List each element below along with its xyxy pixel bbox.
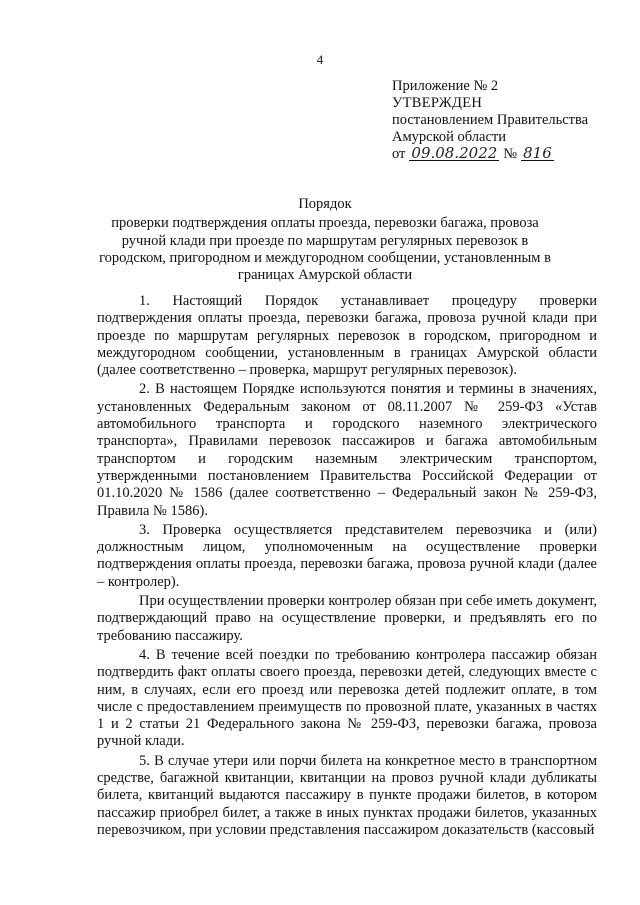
from-label: от — [392, 146, 406, 162]
number-label: № — [503, 146, 518, 162]
approved-by-line: постановлением Правительства — [392, 112, 589, 128]
appendix-number: Приложение № 2 — [392, 78, 499, 94]
region-line: Амурской области — [392, 129, 506, 145]
paragraph-2: 2. В настоящем Порядке используются понятия и термины в значениях, установленных Федеральным законом от 08.11.2007 № 259-ФЗ «Устав автомобильного транспорта и городского наземного электрического транспорта», Правилами перевозок пассажиров и багажа автомобильным транспортом и городским наземным электрическим транспортом, утвержденными постановлением Правительства Российской Федерации от 01.10.2020 № 1586 (далее соответственно – Федеральный закон № 259-ФЗ, Правила № 1586). — [97, 381, 597, 519]
handwritten-date: 09.08.2022 — [411, 144, 498, 162]
title-heading: Порядок — [298, 196, 352, 212]
paragraph-3-continuation: При осуществлении проверки контролер обязан при себе иметь документ, подтверждающий право на осуществление проверки, и предъявлять его по требованию пассажиру. — [97, 593, 597, 644]
paragraph-3: 3. Проверка осуществляется представителем перевозчика и (или) должностным лицом, уполномоченным на осуществление проверки подтверждения оплаты проезда, перевозки багажа, провоза ручной клади (далее – контролер). — [97, 521, 597, 590]
paragraph-1: 1. Настоящий Порядок устанавливает процедуру проверки подтверждения оплаты проезда, перевозки багажа, провоза ручной клади при проезде по маршрутам регулярных перевозок в городском, пригородном и междугородном сообщении, установленным в границах Амурской области (далее соответственно – проверка, маршрут регулярных перевозок). — [97, 293, 597, 379]
date-number-line — [392, 146, 588, 163]
paragraph-4: 4. В течение всей поездки по требованию контролера пассажир обязан подтвердить факт оплаты своего проезда, перевозки детей, следующих вместе с ним, в случаях, если его проезд или перевозка детей подлежит оплате, в том числе с предоставлением преимуществ по провозной плате, указанных в частях 1 и 2 статьи 21 Федерального закона № 259-ФЗ, перевозки багажа, провоза ручной клади. — [97, 646, 597, 750]
page-number: 4 — [316, 52, 324, 67]
handwritten-number: 816 — [523, 144, 552, 162]
document-title — [96, 196, 554, 284]
document-body — [97, 293, 597, 841]
paragraph-5: 5. В случае утери или порчи билета на конкретное место в транспортном средстве, багажной квитанции, квитанции на провоз ручной клади дубликаты билета, квитанций выдаются пассажиру в пункте продажи билетов, в котором пассажир приобрел билет, а также в иных пунктах продажи билетов, указанных перевозчиком, при условии представления пассажиром доказательств (кассовый — [97, 752, 597, 838]
title-subtitle: проверки подтверждения оплаты проезда, перевозки багажа, провоза ручной клади при проезде по маршрутам регулярных перевозок в городском, пригородном и междугородном сообщении, установленным в границах Амурской области — [99, 215, 551, 284]
appendix-approval-block — [392, 78, 588, 163]
approved-label: УТВЕРЖДЕН — [392, 95, 483, 111]
